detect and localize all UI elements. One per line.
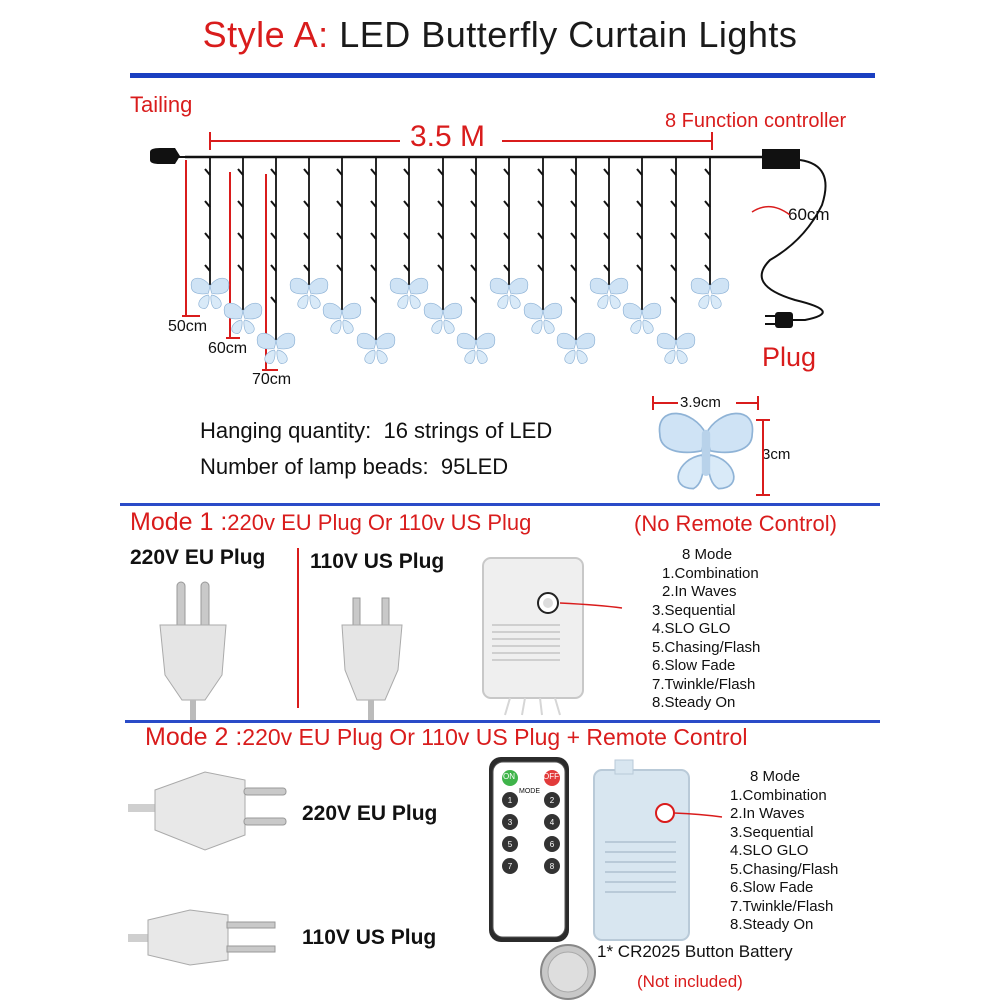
length-dimension [210, 132, 712, 150]
tail-plug-icon [150, 148, 185, 164]
cable-length-label: 60cm [788, 205, 830, 224]
butterfly-closeup [659, 413, 752, 488]
length-label: 3.5 M [410, 120, 486, 153]
mode2-us-label: 110V US Plug [302, 926, 437, 949]
mode2-mode-2: 2.In Waves [730, 805, 805, 822]
controller-label: 8 Function controller [665, 110, 847, 132]
lamp-beads-value: 95LED [440, 454, 509, 479]
remote-key-label: 7 [507, 862, 513, 871]
mode2-illustration [0, 750, 1000, 1000]
remote-key-label: 2 [549, 796, 555, 805]
remote-key-label: 8 [549, 862, 555, 871]
mode1-note: (No Remote Control) [634, 511, 837, 536]
mode1-mode-4: 4.SLO GLO [652, 620, 731, 637]
mode2-list-title: 8 Mode [750, 768, 801, 785]
remote-on-label[interactable]: ON [503, 772, 515, 781]
tailing-label: Tailing [130, 92, 193, 117]
mode1-mode-6: 6.Slow Fade [652, 657, 736, 674]
mode1-mode-2: 2.In Waves [662, 583, 737, 600]
plug-label: Plug [762, 342, 817, 372]
mode2-mode-8: 8.Steady On [730, 916, 814, 933]
mode1-mode-1: 1.Combination [662, 564, 759, 582]
remote-key-label: 4 [549, 818, 555, 827]
mode1-mode-5: 5.Chasing/Flash [652, 638, 761, 656]
mode1-controller-icon [483, 558, 583, 715]
mode2-mode-4: 4.SLO GLO [730, 842, 809, 859]
us-plug-horizontal-icon [128, 910, 275, 965]
mode1-illustration [0, 500, 1000, 720]
title-main: LED Butterfly Curtain Lights [339, 14, 798, 55]
led-strings [191, 157, 729, 364]
mode2-mode-5: 5.Chasing/Flash [730, 860, 839, 878]
mode1-eu-label: 220V EU Plug [130, 546, 266, 569]
mode2-mode-7: 7.Twinkle/Flash [730, 897, 834, 915]
remote-off-label[interactable]: OFF [543, 772, 559, 781]
remote-control-icon[interactable] [489, 757, 569, 942]
mode2-heading [145, 723, 747, 752]
remote-key-label: 6 [549, 840, 555, 849]
hanging-quantity-label: Hanging quantity: [200, 418, 372, 443]
mode2-mode-1: 1.Combination [730, 786, 827, 804]
mode1-mode-8: 8.Steady On [652, 694, 736, 711]
cable-pointer [752, 207, 790, 215]
mode2-mode-list [730, 768, 838, 935]
mode2-desc: 220v EU Plug Or 110v US Plug + Remote Control [242, 724, 748, 750]
mode2-eu-label: 220V EU Plug [302, 802, 438, 825]
hanging-quantity [200, 418, 552, 444]
mode1-mode-list [652, 546, 760, 713]
remote-key-label: 1 [507, 796, 513, 805]
remote-key-label: 3 [507, 818, 513, 827]
controller-icon [762, 149, 800, 169]
remote-key-label: 5 [507, 840, 513, 849]
butterfly-height-label: 3cm [762, 446, 791, 463]
mode1-us-label: 110V US Plug [310, 550, 445, 573]
mode2-controller-icon [594, 760, 689, 940]
battery-icon [541, 945, 595, 999]
title-prefix: Style A: [202, 14, 329, 55]
butterfly-width-label: 3.9cm [680, 394, 721, 411]
mode1-mode-3: 3.Sequential [652, 601, 736, 619]
length-50-label: 50cm [168, 318, 208, 335]
mode1-list-title: 8 Mode [682, 546, 733, 563]
controller-cable [762, 160, 826, 320]
remote-mode-label: MODE [519, 788, 540, 795]
power-plug-icon [765, 312, 793, 328]
lamp-beads [200, 454, 508, 480]
eu-plug-icon [160, 582, 226, 720]
battery-label: 1* CR2025 Button Battery [597, 942, 793, 961]
us-plug-icon [342, 598, 402, 720]
length-70-label: 70cm [252, 371, 292, 388]
mode1-title: Mode 1 : [130, 508, 228, 536]
mode1-mode-7: 7.Twinkle/Flash [652, 675, 756, 693]
mode2-title: Mode 2 : [145, 723, 243, 751]
hanging-quantity-value: 16 strings of LED [383, 418, 553, 443]
lamp-beads-label: Number of lamp beads: [200, 454, 429, 479]
mode2-mode-6: 6.Slow Fade [730, 879, 814, 896]
eu-plug-horizontal-icon [128, 772, 286, 850]
mode1-desc: 220v EU Plug Or 110v US Plug [227, 510, 532, 535]
mode2-mode-3: 3.Sequential [730, 823, 814, 841]
length-60-label: 60cm [208, 340, 248, 357]
not-included-label: (Not included) [637, 972, 743, 991]
